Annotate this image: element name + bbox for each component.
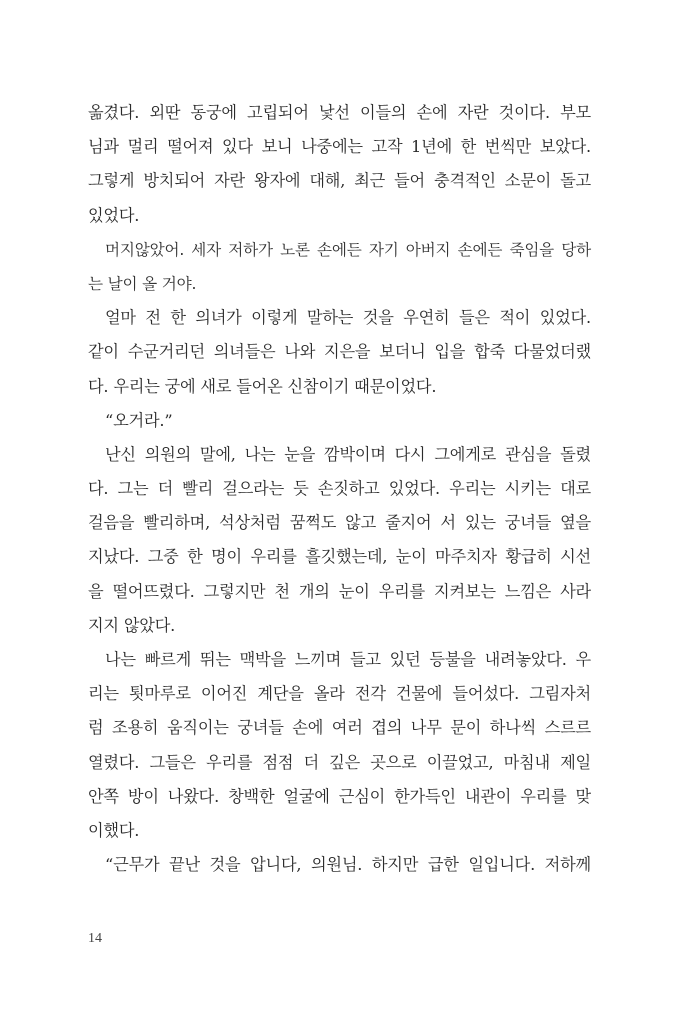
text-line: “근무가 끝난 것을 압니다, 의원님. 하지만 급한 일입니다. 저하께 — [105, 855, 591, 875]
text-line: 옮겼다. 외딴 동궁에 고립되어 낯선 이들의 손에 자란 것이다. 부모 — [88, 103, 591, 122]
text-line: 리는 툇마루로 이어진 계단을 올라 전각 건물에 들어섰다. 그림자처 — [88, 684, 591, 704]
page-number: 14 — [88, 931, 102, 946]
text-line: 열렸다. 그들은 우리를 점점 더 깊은 곳으로 이끌었고, 마침내 제일 — [88, 752, 591, 772]
text-line: 같이 수군거리던 의녀들은 나와 지은을 보더니 입을 합죽 다물었더랬 — [88, 342, 591, 362]
text-line: 이했다. — [88, 820, 140, 840]
text-line: 얼마 전 한 의녀가 이렇게 말하는 것을 우연히 들은 적이 있었다. — [105, 308, 591, 328]
text-line: 안쪽 방이 나왔다. 창백한 얼굴에 근심이 한가득인 내관이 우리를 맞 — [88, 786, 591, 806]
text-line: 럼 조용히 움직이는 궁녀들 손에 여러 겹의 나무 문이 하나씩 스르르 — [88, 718, 591, 738]
text-line: 님과 멀리 떨어져 있다 보니 나중에는 고작 1년에 한 번씩만 보았다. — [88, 137, 591, 157]
text-line: 을 떨어뜨렸다. 그렇지만 천 개의 눈이 우리를 지켜보는 느낌은 사라 — [88, 581, 591, 601]
body-text — [88, 96, 591, 882]
text-line: 그렇게 방치되어 자란 왕자에 대해, 최근 들어 충격적인 소문이 돌고 — [88, 171, 591, 191]
text-line: 다. 우리는 궁에 새로 들어온 신참이기 때문이었다. — [88, 376, 437, 396]
text-line: 지났다. 그중 한 명이 우리를 흘깃했는데, 눈이 마주치자 황급히 시선 — [88, 547, 591, 567]
text-line: 나는 빠르게 뛰는 맥박을 느끼며 들고 있던 등불을 내려놓았다. 우 — [105, 650, 591, 669]
text-line: 있었다. — [88, 205, 140, 225]
text-line: 머지않았어. 세자 저하가 노론 손에든 자기 아버지 손에든 죽임을 당하 — [105, 240, 591, 259]
text-line: 다. 그는 더 빨리 걸으라는 듯 손짓하고 있었다. 우리는 시키는 대로 — [88, 479, 591, 499]
text-line: “오거라.” — [105, 410, 173, 430]
text-line: 난신 의원의 말에, 나는 눈을 깜박이며 다시 그에게로 관심을 돌렸 — [105, 444, 591, 464]
text-line: 지지 않았다. — [88, 615, 176, 635]
text-line: 는 날이 올 거야. — [88, 274, 197, 293]
text-line: 걸음을 빨리하며, 석상처럼 꿈쩍도 않고 줄지어 서 있는 궁녀들 옆을 — [88, 513, 591, 533]
